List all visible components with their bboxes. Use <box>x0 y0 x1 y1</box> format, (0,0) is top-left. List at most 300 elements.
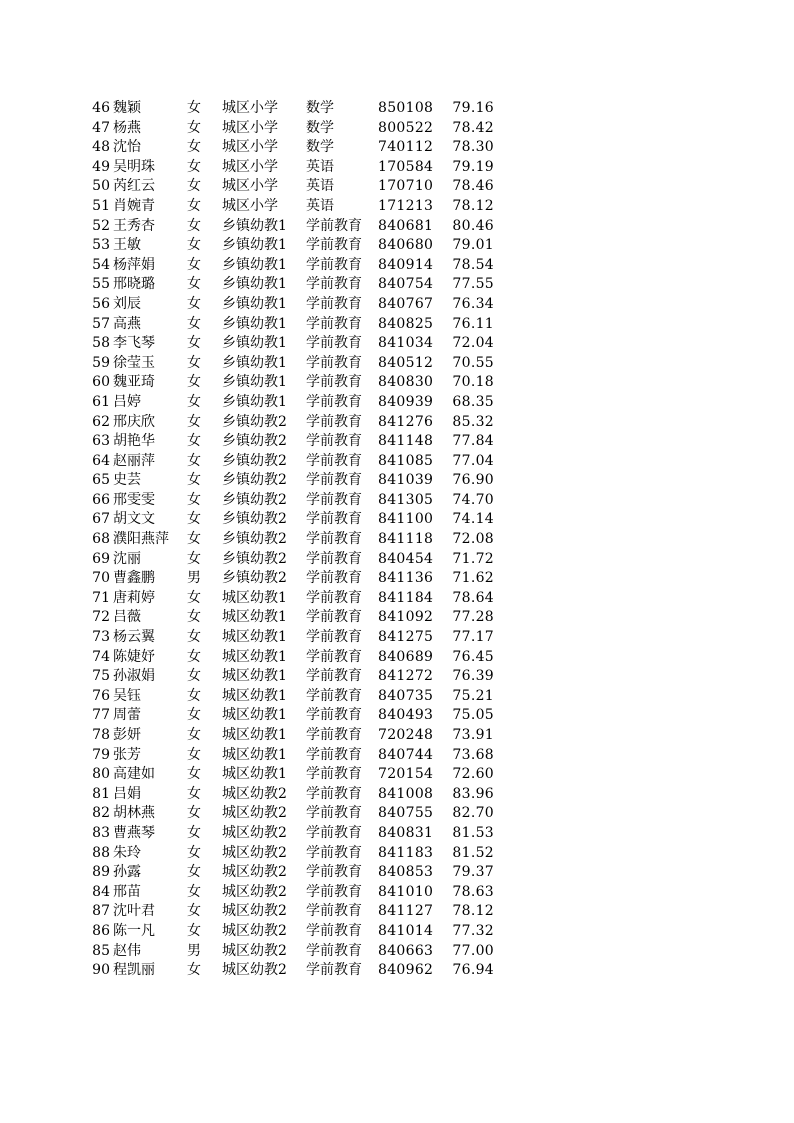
candidate-id: 170710 <box>378 178 434 195</box>
candidate-name: 沈叶君 <box>113 903 155 920</box>
candidate-gender: 女 <box>187 354 201 371</box>
score: 85.32 <box>452 413 494 430</box>
candidate-gender: 女 <box>187 707 201 724</box>
candidate-gender: 女 <box>187 531 201 548</box>
applied-post: 乡镇幼教1 <box>222 335 287 352</box>
candidate-name: 朱玲 <box>113 844 141 861</box>
score: 75.05 <box>452 707 494 724</box>
row-number: 86 <box>92 922 110 939</box>
candidate-id: 170584 <box>378 158 434 175</box>
table-row <box>0 354 794 374</box>
table-row <box>0 844 794 864</box>
applied-post: 乡镇幼教1 <box>222 295 287 312</box>
subject: 学前教育 <box>306 452 362 469</box>
candidate-gender: 女 <box>187 746 201 763</box>
applied-post: 乡镇幼教2 <box>222 511 287 528</box>
applied-post: 城区幼教2 <box>222 864 287 881</box>
candidate-name: 魏亚琦 <box>113 374 155 391</box>
candidate-id: 720248 <box>378 727 434 743</box>
row-number: 78 <box>92 727 110 743</box>
score: 74.14 <box>452 511 494 528</box>
candidate-name: 刘辰 <box>113 295 141 312</box>
row-number: 51 <box>92 197 110 214</box>
row-number: 75 <box>92 668 110 685</box>
table-row <box>0 432 794 452</box>
table-row <box>0 256 794 276</box>
row-number: 72 <box>92 609 110 626</box>
subject: 学前教育 <box>306 295 362 312</box>
candidate-id: 841008 <box>378 785 434 802</box>
applied-post: 城区幼教1 <box>222 589 287 606</box>
candidate-id: 840914 <box>378 256 434 273</box>
score: 77.04 <box>452 452 494 469</box>
candidate-gender: 女 <box>187 511 201 528</box>
applied-post: 乡镇幼教1 <box>222 276 287 293</box>
subject: 学前教育 <box>306 335 362 352</box>
candidate-name: 芮红云 <box>113 178 155 195</box>
candidate-name: 魏颖 <box>113 100 141 116</box>
score: 76.39 <box>452 668 494 685</box>
candidate-gender: 女 <box>187 237 201 254</box>
applied-post: 城区幼教2 <box>222 903 287 920</box>
subject: 学前教育 <box>306 766 362 783</box>
row-number: 81 <box>92 785 110 802</box>
score: 79.37 <box>452 864 494 881</box>
table-row <box>0 334 794 354</box>
applied-post: 城区幼教2 <box>222 824 287 841</box>
candidate-gender: 女 <box>187 922 201 939</box>
applied-post: 乡镇幼教1 <box>222 374 287 391</box>
candidate-id: 840663 <box>378 942 434 959</box>
subject: 学前教育 <box>306 805 362 822</box>
score: 72.04 <box>452 335 494 352</box>
table-row <box>0 922 794 942</box>
candidate-name: 孙淑娟 <box>113 668 155 685</box>
applied-post: 城区幼教1 <box>222 609 287 626</box>
candidate-name: 杨云翼 <box>113 629 155 646</box>
candidate-gender: 女 <box>187 629 201 646</box>
subject: 学前教育 <box>306 433 362 450</box>
row-number: 74 <box>92 648 110 665</box>
subject: 英语 <box>306 178 334 195</box>
subject: 学前教育 <box>306 942 362 959</box>
candidate-name: 杨萍娟 <box>113 256 155 273</box>
row-number: 53 <box>92 237 110 254</box>
score: 82.70 <box>452 805 494 822</box>
candidate-id: 841010 <box>378 883 434 900</box>
applied-post: 乡镇幼教2 <box>222 452 287 469</box>
table-row <box>0 471 794 491</box>
candidate-name: 吕娟 <box>113 785 141 802</box>
subject: 学前教育 <box>306 491 362 508</box>
candidate-gender: 女 <box>187 805 201 822</box>
candidate-gender: 女 <box>187 374 201 391</box>
candidate-id: 841092 <box>378 609 434 626</box>
candidate-name: 周蕾 <box>113 707 141 724</box>
subject: 学前教育 <box>306 864 362 881</box>
candidate-gender: 女 <box>187 589 201 606</box>
row-number: 65 <box>92 472 110 489</box>
candidate-gender: 女 <box>187 139 201 156</box>
subject: 学前教育 <box>306 707 362 724</box>
candidate-gender: 男 <box>187 942 201 959</box>
score: 77.84 <box>452 433 494 450</box>
candidate-name: 赵伟 <box>113 942 141 959</box>
candidate-gender: 女 <box>187 158 201 175</box>
applied-post: 乡镇幼教2 <box>222 413 287 430</box>
candidate-gender: 女 <box>187 100 201 116</box>
candidate-name: 沈怡 <box>113 139 141 156</box>
row-number: 87 <box>92 903 110 920</box>
candidate-name: 王敏 <box>113 237 141 254</box>
candidate-gender: 女 <box>187 393 201 410</box>
candidate-id: 840767 <box>378 295 434 312</box>
table-row <box>0 863 794 883</box>
row-number: 80 <box>92 766 110 783</box>
row-number: 84 <box>92 883 110 900</box>
candidate-gender: 女 <box>187 727 201 743</box>
score: 77.00 <box>452 942 494 959</box>
score: 68.35 <box>452 393 494 410</box>
table-row <box>0 785 794 805</box>
candidate-id: 841183 <box>378 844 434 861</box>
table-row <box>0 491 794 511</box>
score: 77.17 <box>452 629 494 646</box>
score: 70.55 <box>452 354 494 371</box>
row-number: 76 <box>92 687 110 704</box>
table-row <box>0 942 794 962</box>
candidate-id: 841100 <box>378 511 434 528</box>
applied-post: 城区幼教1 <box>222 668 287 685</box>
subject: 学前教育 <box>306 785 362 802</box>
candidate-gender: 女 <box>187 217 201 234</box>
subject: 学前教育 <box>306 883 362 900</box>
row-number: 77 <box>92 707 110 724</box>
score: 70.18 <box>452 374 494 391</box>
candidate-name: 唐莉婷 <box>113 589 155 606</box>
candidate-id: 850108 <box>378 100 434 116</box>
candidate-name: 徐莹玉 <box>113 354 155 371</box>
table-row <box>0 726 794 746</box>
score: 81.52 <box>452 844 494 861</box>
score: 78.46 <box>452 178 494 195</box>
row-number: 49 <box>92 158 110 175</box>
candidate-id: 841272 <box>378 668 434 685</box>
row-number: 56 <box>92 295 110 312</box>
row-number: 66 <box>92 491 110 508</box>
row-number: 68 <box>92 531 110 548</box>
candidate-gender: 女 <box>187 335 201 352</box>
score: 76.45 <box>452 648 494 665</box>
score: 71.72 <box>452 550 494 567</box>
candidate-id: 171213 <box>378 197 434 214</box>
candidate-gender: 女 <box>187 413 201 430</box>
candidate-name: 李飞琴 <box>113 335 155 352</box>
candidate-name: 王秀杏 <box>113 217 155 234</box>
candidate-gender: 男 <box>187 570 201 587</box>
applied-post: 乡镇幼教1 <box>222 256 287 273</box>
row-number: 47 <box>92 119 110 136</box>
candidate-id: 841039 <box>378 472 434 489</box>
subject: 数学 <box>306 139 334 156</box>
candidate-gender: 女 <box>187 433 201 450</box>
candidate-id: 840825 <box>378 315 434 332</box>
score: 72.08 <box>452 531 494 548</box>
table-row <box>0 667 794 687</box>
subject: 数学 <box>306 100 334 116</box>
applied-post: 城区幼教1 <box>222 629 287 646</box>
candidate-name: 史芸 <box>113 472 141 489</box>
row-number: 73 <box>92 629 110 646</box>
candidate-name: 肖婉青 <box>113 197 155 214</box>
subject: 学前教育 <box>306 922 362 939</box>
candidate-id: 840735 <box>378 687 434 704</box>
applied-post: 城区幼教1 <box>222 687 287 704</box>
subject: 学前教育 <box>306 550 362 567</box>
row-number: 60 <box>92 374 110 391</box>
table-row <box>0 706 794 726</box>
score: 74.70 <box>452 491 494 508</box>
applied-post: 乡镇幼教2 <box>222 433 287 450</box>
applied-post: 乡镇幼教1 <box>222 393 287 410</box>
score: 83.96 <box>452 785 494 802</box>
table-row <box>0 569 794 589</box>
applied-post: 城区幼教2 <box>222 805 287 822</box>
candidate-name: 吴明珠 <box>113 158 155 175</box>
candidate-id: 840680 <box>378 237 434 254</box>
candidate-name: 陈婕妤 <box>113 648 155 665</box>
subject: 英语 <box>306 197 334 214</box>
table-row <box>0 236 794 256</box>
applied-post: 城区小学 <box>222 119 278 136</box>
subject: 学前教育 <box>306 746 362 763</box>
table-row <box>0 315 794 335</box>
candidate-id: 840831 <box>378 824 434 841</box>
score: 71.62 <box>452 570 494 587</box>
score: 73.91 <box>452 727 494 743</box>
score: 76.11 <box>452 315 494 332</box>
table-row <box>0 119 794 139</box>
candidate-gender: 女 <box>187 491 201 508</box>
subject: 学前教育 <box>306 374 362 391</box>
candidate-gender: 女 <box>187 648 201 665</box>
candidate-id: 841148 <box>378 433 434 450</box>
table-row <box>0 275 794 295</box>
candidate-name: 杨燕 <box>113 119 141 136</box>
applied-post: 乡镇幼教1 <box>222 315 287 332</box>
row-number: 83 <box>92 824 110 841</box>
row-number: 46 <box>92 100 110 116</box>
score: 77.28 <box>452 609 494 626</box>
row-number: 57 <box>92 315 110 332</box>
score: 81.53 <box>452 824 494 841</box>
candidate-id: 841136 <box>378 570 434 587</box>
candidate-name: 赵丽萍 <box>113 452 155 469</box>
applied-post: 城区小学 <box>222 100 278 116</box>
applied-post: 城区幼教1 <box>222 648 287 665</box>
candidate-id: 841184 <box>378 589 434 606</box>
table-row <box>0 99 794 119</box>
candidate-name: 曹鑫鹏 <box>113 570 155 587</box>
candidate-name: 陈一凡 <box>113 922 155 939</box>
applied-post: 城区幼教2 <box>222 942 287 959</box>
candidate-id: 840939 <box>378 393 434 410</box>
row-number: 50 <box>92 178 110 195</box>
score: 78.30 <box>452 139 494 156</box>
candidate-id: 720154 <box>378 766 434 783</box>
score: 78.54 <box>452 256 494 273</box>
score: 76.94 <box>452 962 494 979</box>
table-row <box>0 177 794 197</box>
candidate-id: 840830 <box>378 374 434 391</box>
candidate-name: 沈丽 <box>113 550 141 567</box>
applied-post: 城区幼教1 <box>222 707 287 724</box>
candidate-id: 840754 <box>378 276 434 293</box>
subject: 学前教育 <box>306 727 362 743</box>
candidate-id: 740112 <box>378 139 434 156</box>
table-row <box>0 138 794 158</box>
subject: 学前教育 <box>306 276 362 293</box>
applied-post: 城区小学 <box>222 158 278 175</box>
applied-post: 城区幼教2 <box>222 785 287 802</box>
score: 76.90 <box>452 472 494 489</box>
table-row <box>0 393 794 413</box>
candidate-name: 曹燕琴 <box>113 824 155 841</box>
score: 79.19 <box>452 158 494 175</box>
candidate-name: 高燕 <box>113 315 141 332</box>
subject: 英语 <box>306 158 334 175</box>
applied-post: 城区小学 <box>222 197 278 214</box>
table-row <box>0 295 794 315</box>
table-row <box>0 197 794 217</box>
table-row <box>0 746 794 766</box>
row-number: 79 <box>92 746 110 763</box>
candidate-name: 吴钰 <box>113 687 141 704</box>
table-row <box>0 824 794 844</box>
score: 76.34 <box>452 295 494 312</box>
table-row <box>0 648 794 668</box>
candidate-name: 邢晓璐 <box>113 276 155 293</box>
candidate-name: 胡艳华 <box>113 433 155 450</box>
subject: 学前教育 <box>306 570 362 587</box>
subject: 学前教育 <box>306 824 362 841</box>
subject: 学前教育 <box>306 589 362 606</box>
applied-post: 乡镇幼教2 <box>222 570 287 587</box>
candidate-gender: 女 <box>187 119 201 136</box>
applied-post: 城区幼教2 <box>222 844 287 861</box>
row-number: 90 <box>92 962 110 979</box>
table-row <box>0 608 794 628</box>
candidate-id: 841118 <box>378 531 434 548</box>
candidate-name: 邢雯雯 <box>113 491 155 508</box>
subject: 学前教育 <box>306 531 362 548</box>
score: 78.64 <box>452 589 494 606</box>
candidate-name: 邢苗 <box>113 883 141 900</box>
candidate-gender: 女 <box>187 276 201 293</box>
score: 80.46 <box>452 217 494 234</box>
score: 78.12 <box>452 903 494 920</box>
score: 77.55 <box>452 276 494 293</box>
candidate-gender: 女 <box>187 295 201 312</box>
row-number: 89 <box>92 864 110 881</box>
candidate-gender: 女 <box>187 315 201 332</box>
subject: 学前教育 <box>306 217 362 234</box>
row-number: 64 <box>92 452 110 469</box>
candidate-name: 胡文文 <box>113 511 155 528</box>
score: 78.12 <box>452 197 494 214</box>
subject: 学前教育 <box>306 413 362 430</box>
candidate-gender: 女 <box>187 256 201 273</box>
applied-post: 城区幼教1 <box>222 766 287 783</box>
candidate-name: 胡林燕 <box>113 805 155 822</box>
candidate-gender: 女 <box>187 452 201 469</box>
candidate-id: 841014 <box>378 922 434 939</box>
candidate-name: 吕婷 <box>113 393 141 410</box>
candidate-gender: 女 <box>187 609 201 626</box>
candidate-gender: 女 <box>187 962 201 979</box>
applied-post: 城区幼教2 <box>222 922 287 939</box>
candidate-name: 濮阳燕萍 <box>113 531 169 548</box>
candidate-gender: 女 <box>187 785 201 802</box>
applied-post: 乡镇幼教1 <box>222 217 287 234</box>
score: 79.01 <box>452 237 494 254</box>
row-number: 58 <box>92 335 110 352</box>
table-row <box>0 804 794 824</box>
candidate-name: 吕薇 <box>113 609 141 626</box>
candidate-id: 841085 <box>378 452 434 469</box>
subject: 学前教育 <box>306 648 362 665</box>
candidate-gender: 女 <box>187 197 201 214</box>
candidate-id: 841034 <box>378 335 434 352</box>
applied-post: 乡镇幼教1 <box>222 237 287 254</box>
applied-post: 城区幼教1 <box>222 746 287 763</box>
score: 78.42 <box>452 119 494 136</box>
candidate-gender: 女 <box>187 883 201 900</box>
subject: 学前教育 <box>306 256 362 273</box>
row-number: 88 <box>92 844 110 861</box>
score: 72.60 <box>452 766 494 783</box>
candidate-id: 841275 <box>378 629 434 646</box>
applied-post: 城区小学 <box>222 139 278 156</box>
candidate-id: 840755 <box>378 805 434 822</box>
candidate-id: 840744 <box>378 746 434 763</box>
row-number: 67 <box>92 511 110 528</box>
candidate-gender: 女 <box>187 844 201 861</box>
candidate-id: 841127 <box>378 903 434 920</box>
table-row <box>0 902 794 922</box>
candidate-gender: 女 <box>187 668 201 685</box>
candidate-name: 高建如 <box>113 766 155 783</box>
row-number: 69 <box>92 550 110 567</box>
candidate-gender: 女 <box>187 178 201 195</box>
candidate-gender: 女 <box>187 824 201 841</box>
row-number: 63 <box>92 433 110 450</box>
score: 77.32 <box>452 922 494 939</box>
applied-post: 乡镇幼教1 <box>222 354 287 371</box>
table-row <box>0 530 794 550</box>
row-number: 59 <box>92 354 110 371</box>
table-row <box>0 413 794 433</box>
score-table <box>0 99 794 981</box>
subject: 数学 <box>306 119 334 136</box>
subject: 学前教育 <box>306 609 362 626</box>
row-number: 71 <box>92 589 110 606</box>
candidate-name: 彭妍 <box>113 727 141 743</box>
row-number: 85 <box>92 942 110 959</box>
subject: 学前教育 <box>306 511 362 528</box>
subject: 学前教育 <box>306 354 362 371</box>
applied-post: 乡镇幼教2 <box>222 531 287 548</box>
